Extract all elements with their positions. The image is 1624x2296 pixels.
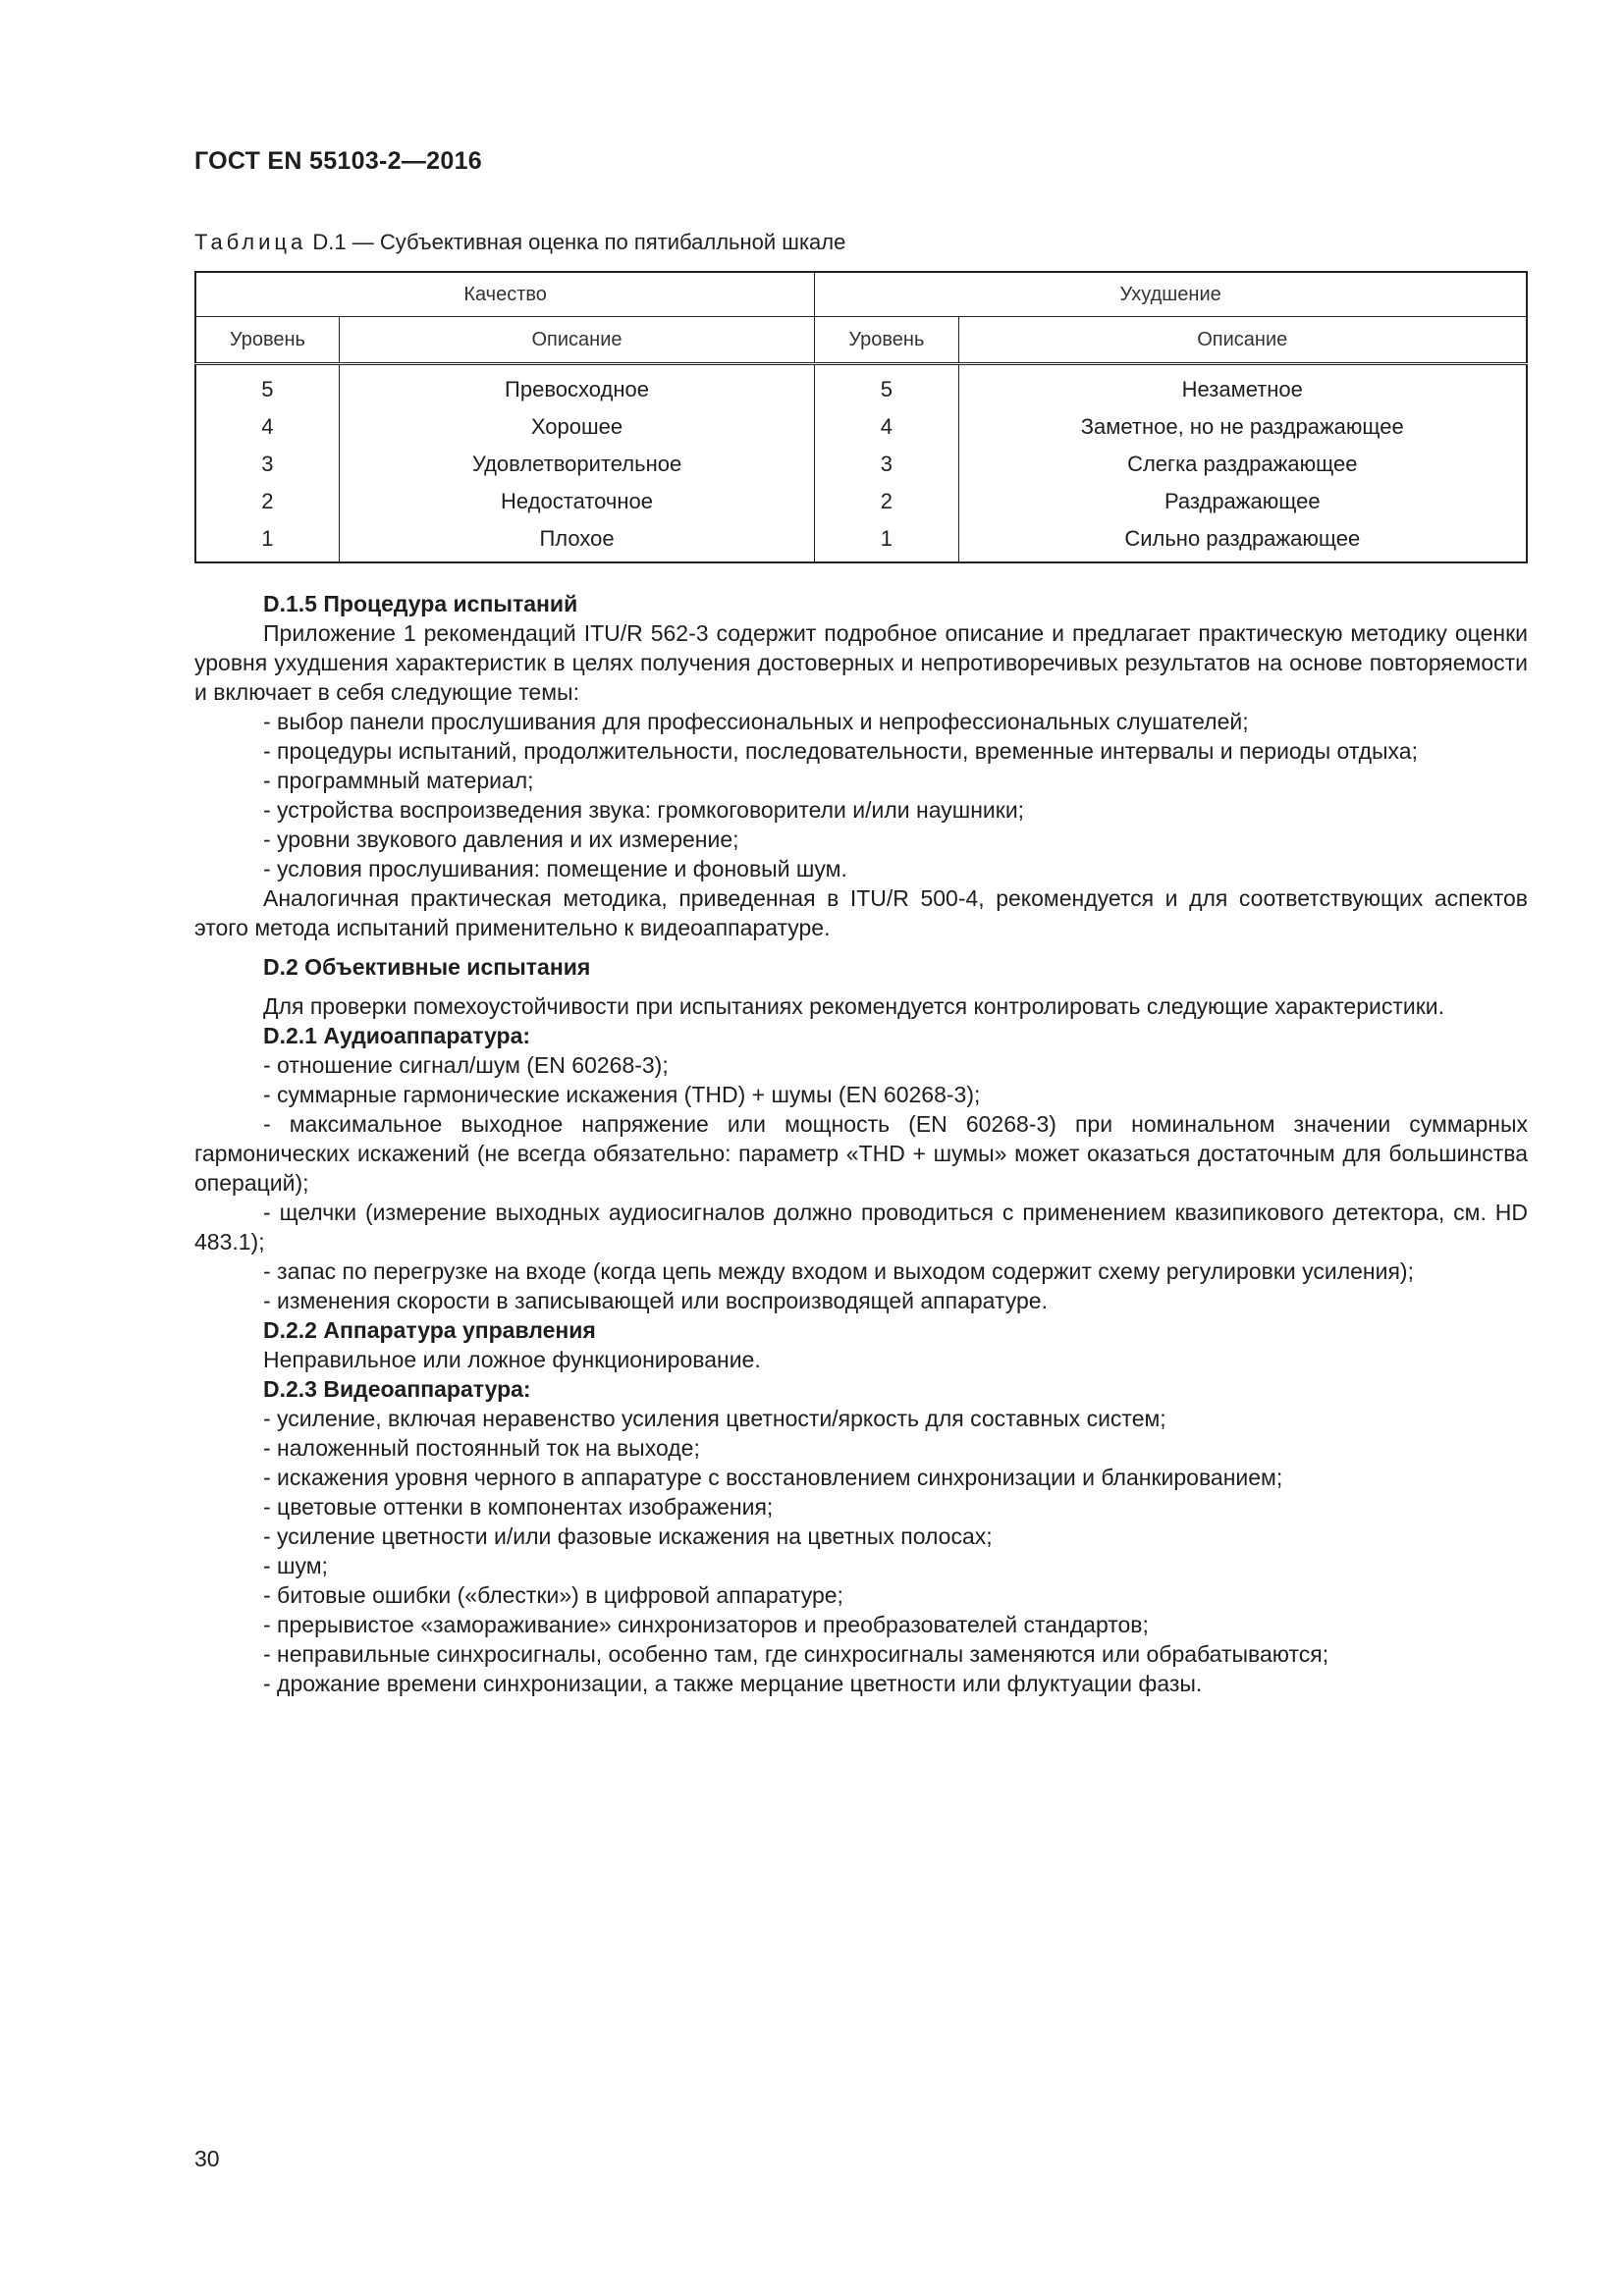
table-group-header-row: [195, 272, 1527, 317]
section-heading-d21: D.2.1 Аудиоаппаратура:: [263, 1023, 531, 1048]
list-item: - дрожание времени синхронизации, а также мерцание цветности или флуктуации фазы.: [263, 1671, 1203, 1696]
list-item: - наложенный постоянный ток на выходе;: [263, 1435, 700, 1461]
table-caption-prefix: Таблица: [194, 230, 307, 254]
column-header-description: Описание: [339, 317, 814, 364]
list-item: - битовые ошибки («блестки») в цифровой аппаратуре;: [263, 1582, 843, 1608]
table-caption-text: D.1 — Субъективная оценка по пятибалльной шкале: [306, 230, 846, 254]
group-header-quality: Качество: [195, 272, 815, 317]
table-cell: 5: [815, 364, 958, 409]
paragraph-d2-intro: Для проверки помехоустойчивости при испытаниях рекомендуется контролировать следующие характеристики.: [263, 993, 1445, 1019]
paragraph-d15-outro: Аналогичная практическая методика, приведенная в ITU/R 500-4, рекомендуется и для соответствующих аспектов этого метода испытаний применительно к видеоаппаратуре.: [194, 885, 1528, 940]
table-cell: Незаметное: [958, 364, 1527, 409]
table-cell: Слегка раздражающее: [958, 446, 1527, 483]
table-cell: 3: [815, 446, 958, 483]
column-header-level: Уровень: [815, 317, 958, 364]
table-cell: 2: [195, 483, 339, 520]
table-cell: 4: [815, 408, 958, 446]
list-item: - усиление, включая неравенство усиления цветности/яркость для составных систем;: [263, 1406, 1166, 1431]
section-heading-d22: D.2.2 Аппаратура управления: [263, 1317, 596, 1343]
table-cell: Заметное, но не раздражающее: [958, 408, 1527, 446]
list-item: - усиление цветности и/или фазовые искажения на цветных полосах;: [263, 1523, 993, 1549]
list-item: - условия прослушивания: помещение и фоновый шум.: [263, 856, 847, 881]
table-cell: 1: [815, 520, 958, 562]
list-item: - шум;: [263, 1553, 328, 1578]
list-item: - процедуры испытаний, продолжительности, последовательности, временные интервалы и периоды отдыха;: [263, 738, 1418, 764]
table-row: [195, 483, 1527, 520]
list-item: - уровни звукового давления и их измерение;: [263, 827, 739, 852]
list-item: - прерывистое «замораживание» синхронизаторов и преобразователей стандартов;: [263, 1612, 1149, 1637]
table-cell: 2: [815, 483, 958, 520]
column-header-description: Описание: [958, 317, 1527, 364]
list-item: - суммарные гармонические искажения (THD) + шумы (EN 60268-3);: [263, 1082, 981, 1107]
page-number: 30: [194, 2146, 220, 2171]
list-item: - максимальное выходное напряжение или мощность (EN 60268-3) при номинальном значении суммарных гармонических искажений (не всегда обязательно: параметр «THD + шумы» может оказаться достаточным для большинства операций);: [194, 1111, 1528, 1196]
column-header-level: Уровень: [195, 317, 339, 364]
paragraph-d15-intro: Приложение 1 рекомендаций ITU/R 562-3 содержит подробное описание и предлагает практическую методику оценки уровня ухудшения характеристик в целях получения достоверных и непротиворечивых результатов на основе повторяемости и включает в себя следующие темы:: [194, 620, 1528, 705]
table-row: [195, 408, 1527, 446]
group-header-impairment: Ухудшение: [815, 272, 1527, 317]
list-item: - цветовые оттенки в компонентах изображения;: [263, 1494, 774, 1520]
list-item: - запас по перегрузке на входе (когда цепь между входом и выходом содержит схему регулировки усиления);: [263, 1258, 1414, 1284]
table-row: [195, 520, 1527, 562]
list-item: - отношение сигнал/шум (EN 60268-3);: [263, 1052, 669, 1078]
document-body: [194, 589, 1528, 1698]
table-cell: 5: [195, 364, 339, 409]
list-item: - устройства воспроизведения звука: громкоговорители и/или наушники;: [263, 797, 1025, 823]
table-cell: Хорошее: [339, 408, 814, 446]
list-item: - изменения скорости в записывающей или воспроизводящей аппаратуре.: [263, 1288, 1048, 1313]
table-cell: 4: [195, 408, 339, 446]
list-item: - щелчки (измерение выходных аудиосигналов должно проводиться с применением квазипикового детектора, см. HD 483.1);: [194, 1200, 1528, 1255]
list-item: - неправильные синхросигналы, особенно там, где синхросигналы заменяются или обрабатываются;: [263, 1641, 1329, 1667]
table-cell: Удовлетворительное: [339, 446, 814, 483]
table-cell: 1: [195, 520, 339, 562]
table-cell: Недостаточное: [339, 483, 814, 520]
table-caption: [194, 230, 845, 255]
table-cell: Раздражающее: [958, 483, 1527, 520]
section-heading-d23: D.2.3 Видеоаппаратура:: [263, 1376, 531, 1402]
table-cell: Превосходное: [339, 364, 814, 409]
table-cell: Плохое: [339, 520, 814, 562]
grading-table: [194, 271, 1528, 563]
document-header: ГОСТ EN 55103-2—2016: [194, 147, 482, 175]
paragraph-d22: Неправильное или ложное функционирование.: [263, 1347, 761, 1372]
table-row: [195, 364, 1527, 409]
table-cell: Сильно раздражающее: [958, 520, 1527, 562]
section-heading-d15: D.1.5 Процедура испытаний: [263, 591, 578, 616]
table-row: [195, 446, 1527, 483]
list-item: - программный материал;: [263, 768, 534, 793]
list-item: - искажения уровня черного в аппаратуре с восстановлением синхронизации и бланкированием;: [263, 1465, 1283, 1490]
section-heading-d2: D.2 Объективные испытания: [263, 954, 591, 980]
table-cell: 3: [195, 446, 339, 483]
list-item: - выбор панели прослушивания для профессиональных и непрофессиональных слушателей;: [263, 709, 1249, 734]
table-column-header-row: [195, 317, 1527, 364]
